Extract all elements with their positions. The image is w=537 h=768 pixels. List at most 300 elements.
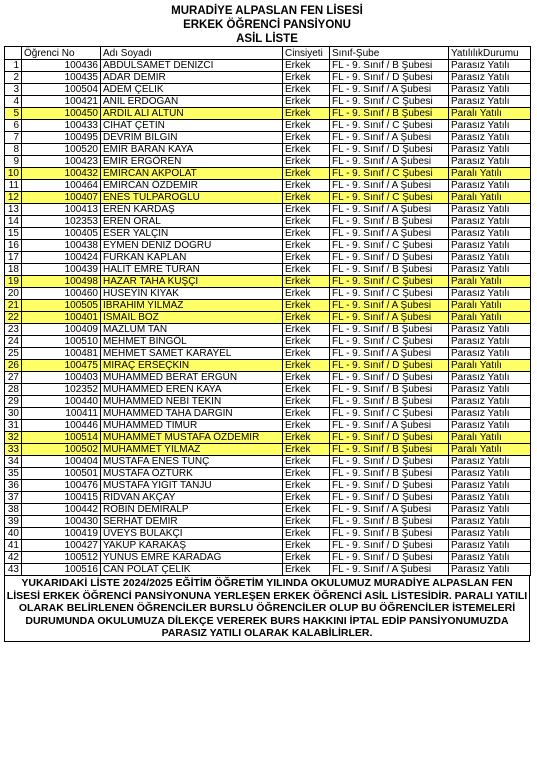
table-row: [5, 108, 531, 120]
gender: Erkek: [283, 540, 330, 552]
table-row: [5, 216, 531, 228]
boarding-status: Parasız Yatılı: [449, 516, 531, 528]
table-row: [5, 348, 531, 360]
gender: Erkek: [283, 300, 330, 312]
class-section: FL - 9. Sınıf / A Şubesi: [330, 180, 449, 192]
class-section: FL - 9. Sınıf / D Şubesi: [330, 540, 449, 552]
gender: Erkek: [283, 168, 330, 180]
boarding-status: Parasız Yatılı: [449, 420, 531, 432]
row-index: 10: [5, 168, 22, 180]
table-row: [5, 552, 531, 564]
table-row: [5, 504, 531, 516]
class-section: FL - 9. Sınıf / B Şubesi: [330, 444, 449, 456]
row-index: 6: [5, 120, 22, 132]
row-index: 8: [5, 144, 22, 156]
table-row: [5, 540, 531, 552]
class-section: FL - 9. Sınıf / D Şubesi: [330, 72, 449, 84]
row-index: 21: [5, 300, 22, 312]
row-index: 39: [5, 516, 22, 528]
student-no: 100475: [22, 360, 101, 372]
boarding-status: Paralı Yatılı: [449, 312, 531, 324]
gender: Erkek: [283, 312, 330, 324]
boarding-status: Parasız Yatılı: [449, 480, 531, 492]
class-section: FL - 9. Sınıf / D Şubesi: [330, 360, 449, 372]
student-name: ÜVEYS BULAKÇI: [101, 528, 283, 540]
class-section: FL - 9. Sınıf / B Şubesi: [330, 396, 449, 408]
table-row: [5, 492, 531, 504]
class-section: FL - 9. Sınıf / A Şubesi: [330, 504, 449, 516]
row-index: 38: [5, 504, 22, 516]
student-no: 100464: [22, 180, 101, 192]
boarding-status: Parasız Yatılı: [449, 324, 531, 336]
student-name: ESER YALÇIN: [101, 228, 283, 240]
gender: Erkek: [283, 552, 330, 564]
table-row: [5, 528, 531, 540]
header-boarding-status: YatılılıkDurumu: [449, 47, 531, 60]
student-no: 100427: [22, 540, 101, 552]
gender: Erkek: [283, 432, 330, 444]
student-no: 100436: [22, 60, 101, 72]
boarding-status: Paralı Yatılı: [449, 432, 531, 444]
student-name: EMİR ERGÖREN: [101, 156, 283, 168]
row-index: 41: [5, 540, 22, 552]
gender: Erkek: [283, 156, 330, 168]
table-row: [5, 276, 531, 288]
table-row: [5, 264, 531, 276]
row-index: 29: [5, 396, 22, 408]
school-title: MURADİYE ALPASLAN FEN LİSESİ: [171, 5, 363, 17]
class-section: FL - 9. Sınıf / C Şubesi: [330, 276, 449, 288]
class-section: FL - 9. Sınıf / A Şubesi: [330, 132, 449, 144]
header-name: Adı Soyadı: [101, 47, 283, 60]
table-row: [5, 444, 531, 456]
gender: Erkek: [283, 192, 330, 204]
gender: Erkek: [283, 120, 330, 132]
row-index: 15: [5, 228, 22, 240]
row-index: 23: [5, 324, 22, 336]
row-index: 34: [5, 456, 22, 468]
row-index: 2: [5, 72, 22, 84]
boarding-status: Parasız Yatılı: [449, 468, 531, 480]
row-index: 12: [5, 192, 22, 204]
student-no: 100438: [22, 240, 101, 252]
student-no: 100502: [22, 444, 101, 456]
student-no: 100505: [22, 300, 101, 312]
student-name: MUHAMMED BERAT ERGÜN: [101, 372, 283, 384]
student-no: 100432: [22, 168, 101, 180]
boarding-status: Parasız Yatılı: [449, 72, 531, 84]
header-class: Sınıf-Şube: [330, 47, 449, 60]
table-row: [5, 396, 531, 408]
table-row: [5, 120, 531, 132]
class-section: FL - 9. Sınıf / D Şubesi: [330, 144, 449, 156]
row-index: 5: [5, 108, 22, 120]
class-section: FL - 9. Sınıf / C Şubesi: [330, 96, 449, 108]
student-name: CAN POLAT ÇELİK: [101, 564, 283, 576]
student-no: 100413: [22, 204, 101, 216]
student-no: 100407: [22, 192, 101, 204]
row-index: 36: [5, 480, 22, 492]
student-name: ADEM ÇELİK: [101, 84, 283, 96]
student-name: ANIL ERDOĞAN: [101, 96, 283, 108]
class-section: FL - 9. Sınıf / D Şubesi: [330, 252, 449, 264]
student-name: ENES TULPAROĞLU: [101, 192, 283, 204]
class-section: FL - 9. Sınıf / B Şubesi: [330, 468, 449, 480]
table-row: [5, 144, 531, 156]
student-no: 100476: [22, 480, 101, 492]
student-name: EYMEN DENİZ DOĞRU: [101, 240, 283, 252]
class-section: FL - 9. Sınıf / B Şubesi: [330, 516, 449, 528]
row-index: 17: [5, 252, 22, 264]
class-section: FL - 9. Sınıf / D Şubesi: [330, 372, 449, 384]
row-index: 25: [5, 348, 22, 360]
student-name: EREN ORAL: [101, 216, 283, 228]
student-no: 100415: [22, 492, 101, 504]
boarding-status: Parasız Yatılı: [449, 564, 531, 576]
table-row: [5, 564, 531, 576]
student-name: HAZAR TAHA KUŞÇİ: [101, 276, 283, 288]
class-section: FL - 9. Sınıf / B Şubesi: [330, 528, 449, 540]
student-no: 100403: [22, 372, 101, 384]
student-name: ROBİN DEMİRALP: [101, 504, 283, 516]
class-section: FL - 9. Sınıf / B Şubesi: [330, 60, 449, 72]
table-row: [5, 480, 531, 492]
student-no: 102353: [22, 216, 101, 228]
table-row: [5, 300, 531, 312]
boarding-status: Parasız Yatılı: [449, 348, 531, 360]
student-no: 100498: [22, 276, 101, 288]
gender: Erkek: [283, 228, 330, 240]
student-name: HÜSEYİN KIYAK: [101, 288, 283, 300]
table-row: [5, 324, 531, 336]
student-no: 100439: [22, 264, 101, 276]
boarding-status: Parasız Yatılı: [449, 120, 531, 132]
row-index: 3: [5, 84, 22, 96]
boarding-status: Parasız Yatılı: [449, 228, 531, 240]
boarding-status: Paralı Yatılı: [449, 444, 531, 456]
student-no: 100433: [22, 120, 101, 132]
boarding-status: Parasız Yatılı: [449, 216, 531, 228]
table-row: [5, 156, 531, 168]
footer-note: YUKARIDAKİ LİSTE 2024/2025 EĞİTİM ÖĞRETİM YILINDA OKULUMUZ MURADİYE ALPASLAN FEN LİSESİ ERKEK ÖĞRENCİ PANSİYONUNA YERLEŞEN ERKEK ÖĞRENCİ ASİL LİSTESİDİR. PARALI YATILI OLARAK BELİRLENEN ÖĞRENCİLER BURSLU ÖĞRENCİLER OLUP BU ÖĞRENCİLER İSTEMELERİ DURUMUNDA OKULUMUZA DİLEKÇE VEREREK BURS HAKKINI İPTAL EDİP PANSİYONUMUZDA PARASIZ YATILI OLARAK KALABİLİRLER.: [4, 576, 530, 642]
list-title: ASİL LİSTE: [236, 33, 298, 45]
student-no: 100411: [22, 408, 101, 420]
student-no: 100419: [22, 528, 101, 540]
gender: Erkek: [283, 504, 330, 516]
student-no: 100423: [22, 156, 101, 168]
row-index: 40: [5, 528, 22, 540]
table-row: [5, 336, 531, 348]
gender: Erkek: [283, 528, 330, 540]
gender: Erkek: [283, 456, 330, 468]
class-section: FL - 9. Sınıf / C Şubesi: [330, 336, 449, 348]
class-section: FL - 9. Sınıf / B Şubesi: [330, 384, 449, 396]
header-index: [5, 47, 22, 60]
row-index: 35: [5, 468, 22, 480]
class-section: FL - 9. Sınıf / C Şubesi: [330, 408, 449, 420]
class-section: FL - 9. Sınıf / C Şubesi: [330, 288, 449, 300]
student-no: 100404: [22, 456, 101, 468]
gender: Erkek: [283, 252, 330, 264]
student-no: 102352: [22, 384, 101, 396]
row-index: 26: [5, 360, 22, 372]
row-index: 43: [5, 564, 22, 576]
class-section: FL - 9. Sınıf / D Şubesi: [330, 432, 449, 444]
row-index: 9: [5, 156, 22, 168]
boarding-status: Parasız Yatılı: [449, 156, 531, 168]
table-row: [5, 168, 531, 180]
row-index: 33: [5, 444, 22, 456]
header-gender: Cinsiyeti: [283, 47, 330, 60]
gender: Erkek: [283, 384, 330, 396]
table-row: [5, 516, 531, 528]
row-index: 13: [5, 204, 22, 216]
gender: Erkek: [283, 288, 330, 300]
class-section: FL - 9. Sınıf / A Şubesi: [330, 348, 449, 360]
student-no: 100421: [22, 96, 101, 108]
row-index: 31: [5, 420, 22, 432]
gender: Erkek: [283, 396, 330, 408]
student-name: MUHAMMED NEBİ TEKİN: [101, 396, 283, 408]
gender: Erkek: [283, 60, 330, 72]
student-name: SERHAT DEMİR: [101, 516, 283, 528]
table-row: [5, 420, 531, 432]
table-row: [5, 468, 531, 480]
boarding-status: Paralı Yatılı: [449, 192, 531, 204]
boarding-status: Parasız Yatılı: [449, 132, 531, 144]
table-row: [5, 228, 531, 240]
row-index: 22: [5, 312, 22, 324]
student-no: 100442: [22, 504, 101, 516]
table-row: [5, 432, 531, 444]
student-name: MİRAÇ ERSEÇKİN: [101, 360, 283, 372]
student-name: YUNUS EMRE KARADAĞ: [101, 552, 283, 564]
student-no: 100510: [22, 336, 101, 348]
gender: Erkek: [283, 108, 330, 120]
class-section: FL - 9. Sınıf / A Şubesi: [330, 420, 449, 432]
class-section: FL - 9. Sınıf / A Şubesi: [330, 564, 449, 576]
boarding-status: Parasız Yatılı: [449, 552, 531, 564]
table-row: [5, 60, 531, 72]
table-body: [5, 60, 531, 576]
student-name: MUSTAFA YİĞİT TANJU: [101, 480, 283, 492]
gender: Erkek: [283, 408, 330, 420]
gender: Erkek: [283, 84, 330, 96]
gender: Erkek: [283, 204, 330, 216]
class-section: FL - 9. Sınıf / C Şubesi: [330, 120, 449, 132]
gender: Erkek: [283, 264, 330, 276]
class-section: FL - 9. Sınıf / A Şubesi: [330, 228, 449, 240]
gender: Erkek: [283, 276, 330, 288]
student-name: İSMAİL BOZ: [101, 312, 283, 324]
document-sheet: [4, 4, 530, 642]
boarding-status: Parasız Yatılı: [449, 540, 531, 552]
class-section: FL - 9. Sınıf / A Şubesi: [330, 204, 449, 216]
gender: Erkek: [283, 516, 330, 528]
student-name: MUHAMMED TİMUR: [101, 420, 283, 432]
student-no: 100424: [22, 252, 101, 264]
row-index: 11: [5, 180, 22, 192]
gender: Erkek: [283, 360, 330, 372]
student-no: 100460: [22, 288, 101, 300]
table-row: [5, 288, 531, 300]
boarding-status: Parasız Yatılı: [449, 396, 531, 408]
table-row: [5, 408, 531, 420]
boarding-status: Paralı Yatılı: [449, 276, 531, 288]
gender: Erkek: [283, 324, 330, 336]
boarding-status: Parasız Yatılı: [449, 264, 531, 276]
boarding-status: Parasız Yatılı: [449, 96, 531, 108]
gender: Erkek: [283, 240, 330, 252]
student-name: EREN KARDAŞ: [101, 204, 283, 216]
table-row: [5, 240, 531, 252]
table-row: [5, 384, 531, 396]
boarding-status: Parasız Yatılı: [449, 204, 531, 216]
gender: Erkek: [283, 372, 330, 384]
student-no: 100430: [22, 516, 101, 528]
gender: Erkek: [283, 492, 330, 504]
student-no: 100501: [22, 468, 101, 480]
class-section: FL - 9. Sınıf / D Şubesi: [330, 492, 449, 504]
gender: Erkek: [283, 180, 330, 192]
student-name: MUSTAFA ENES TUNÇ: [101, 456, 283, 468]
boarding-status: Parasız Yatılı: [449, 456, 531, 468]
boarding-status: Parasız Yatılı: [449, 288, 531, 300]
student-no: 100409: [22, 324, 101, 336]
student-no: 100514: [22, 432, 101, 444]
boarding-status: Parasız Yatılı: [449, 492, 531, 504]
boarding-status: Parasız Yatılı: [449, 144, 531, 156]
gender: Erkek: [283, 348, 330, 360]
boarding-status: Parasız Yatılı: [449, 384, 531, 396]
table-row: [5, 72, 531, 84]
class-section: FL - 9. Sınıf / D Şubesi: [330, 456, 449, 468]
row-index: 28: [5, 384, 22, 396]
student-name: MEHMET SAMET KARAYEL: [101, 348, 283, 360]
boarding-status: Parasız Yatılı: [449, 504, 531, 516]
gender: Erkek: [283, 132, 330, 144]
row-index: 20: [5, 288, 22, 300]
header-student-no: Öğrenci No: [22, 47, 101, 60]
student-name: ARDIL ALİ ALTUN: [101, 108, 283, 120]
boarding-status: Parasız Yatılı: [449, 60, 531, 72]
student-name: CİHAT ÇETİN: [101, 120, 283, 132]
table-row: [5, 372, 531, 384]
boarding-status: Parasız Yatılı: [449, 252, 531, 264]
student-name: ABDULSAMET DENİZCİ: [101, 60, 283, 72]
boarding-status: Paralı Yatılı: [449, 300, 531, 312]
boarding-status: Parasız Yatılı: [449, 372, 531, 384]
student-no: 100495: [22, 132, 101, 144]
boarding-status: Parasız Yatılı: [449, 84, 531, 96]
student-name: MUHAMMED TAHA DARGIN: [101, 408, 283, 420]
row-index: 7: [5, 132, 22, 144]
class-section: FL - 9. Sınıf / D Şubesi: [330, 480, 449, 492]
class-section: FL - 9. Sınıf / A Şubesi: [330, 84, 449, 96]
student-name: MUHAMMET MUSTAFA ÖZDEMİR: [101, 432, 283, 444]
boarding-status: Parasız Yatılı: [449, 408, 531, 420]
table-row: [5, 192, 531, 204]
student-name: DEVRİM BİLGİN: [101, 132, 283, 144]
student-name: HALİT EMRE TURAN: [101, 264, 283, 276]
student-name: MUHAMMED EREN KAYA: [101, 384, 283, 396]
student-no: 100435: [22, 72, 101, 84]
student-table: [4, 46, 531, 576]
row-index: 14: [5, 216, 22, 228]
student-no: 100520: [22, 144, 101, 156]
table-row: [5, 132, 531, 144]
student-no: 100446: [22, 420, 101, 432]
row-index: 24: [5, 336, 22, 348]
student-name: EMİR BARAN KAYA: [101, 144, 283, 156]
table-header-row: [5, 47, 531, 60]
student-name: RIDVAN AKÇAY: [101, 492, 283, 504]
table-row: [5, 456, 531, 468]
class-section: FL - 9. Sınıf / B Şubesi: [330, 324, 449, 336]
class-section: FL - 9. Sınıf / B Şubesi: [330, 216, 449, 228]
student-name: MEHMET BİNGÖL: [101, 336, 283, 348]
row-index: 18: [5, 264, 22, 276]
student-no: 100504: [22, 84, 101, 96]
student-name: EMİRCAN ÖZDEMİR: [101, 180, 283, 192]
table-row: [5, 84, 531, 96]
boarding-status: Paralı Yatılı: [449, 108, 531, 120]
student-name: MUSTAFA ÖZTÜRK: [101, 468, 283, 480]
student-no: 100481: [22, 348, 101, 360]
row-index: 42: [5, 552, 22, 564]
student-no: 100450: [22, 108, 101, 120]
row-index: 4: [5, 96, 22, 108]
gender: Erkek: [283, 468, 330, 480]
boarding-status: Paralı Yatılı: [449, 360, 531, 372]
row-index: 19: [5, 276, 22, 288]
table-row: [5, 204, 531, 216]
class-section: FL - 9. Sınıf / C Şubesi: [330, 240, 449, 252]
student-name: EMİRCAN AKPOLAT: [101, 168, 283, 180]
table-row: [5, 312, 531, 324]
student-name: ADAR DEMİR: [101, 72, 283, 84]
boarding-status: Parasız Yatılı: [449, 180, 531, 192]
gender: Erkek: [283, 96, 330, 108]
gender: Erkek: [283, 336, 330, 348]
gender: Erkek: [283, 144, 330, 156]
gender: Erkek: [283, 420, 330, 432]
class-section: FL - 9. Sınıf / A Şubesi: [330, 300, 449, 312]
student-no: 100516: [22, 564, 101, 576]
student-name: MAZLUM TAN: [101, 324, 283, 336]
table-row: [5, 360, 531, 372]
table-row: [5, 252, 531, 264]
row-index: 32: [5, 432, 22, 444]
class-section: FL - 9. Sınıf / D Şubesi: [330, 552, 449, 564]
dorm-title: ERKEK ÖĞRENCİ PANSİYONU: [183, 19, 351, 31]
gender: Erkek: [283, 444, 330, 456]
boarding-status: Parasız Yatılı: [449, 528, 531, 540]
table-row: [5, 180, 531, 192]
gender: Erkek: [283, 216, 330, 228]
class-section: FL - 9. Sınıf / C Şubesi: [330, 192, 449, 204]
student-no: 100401: [22, 312, 101, 324]
gender: Erkek: [283, 480, 330, 492]
student-name: İBRAHİM YILMAZ: [101, 300, 283, 312]
class-section: FL - 9. Sınıf / C Şubesi: [330, 168, 449, 180]
student-no: 100440: [22, 396, 101, 408]
boarding-status: Paralı Yatılı: [449, 168, 531, 180]
boarding-status: Parasız Yatılı: [449, 336, 531, 348]
row-index: 37: [5, 492, 22, 504]
student-no: 100405: [22, 228, 101, 240]
class-section: FL - 9. Sınıf / B Şubesi: [330, 108, 449, 120]
